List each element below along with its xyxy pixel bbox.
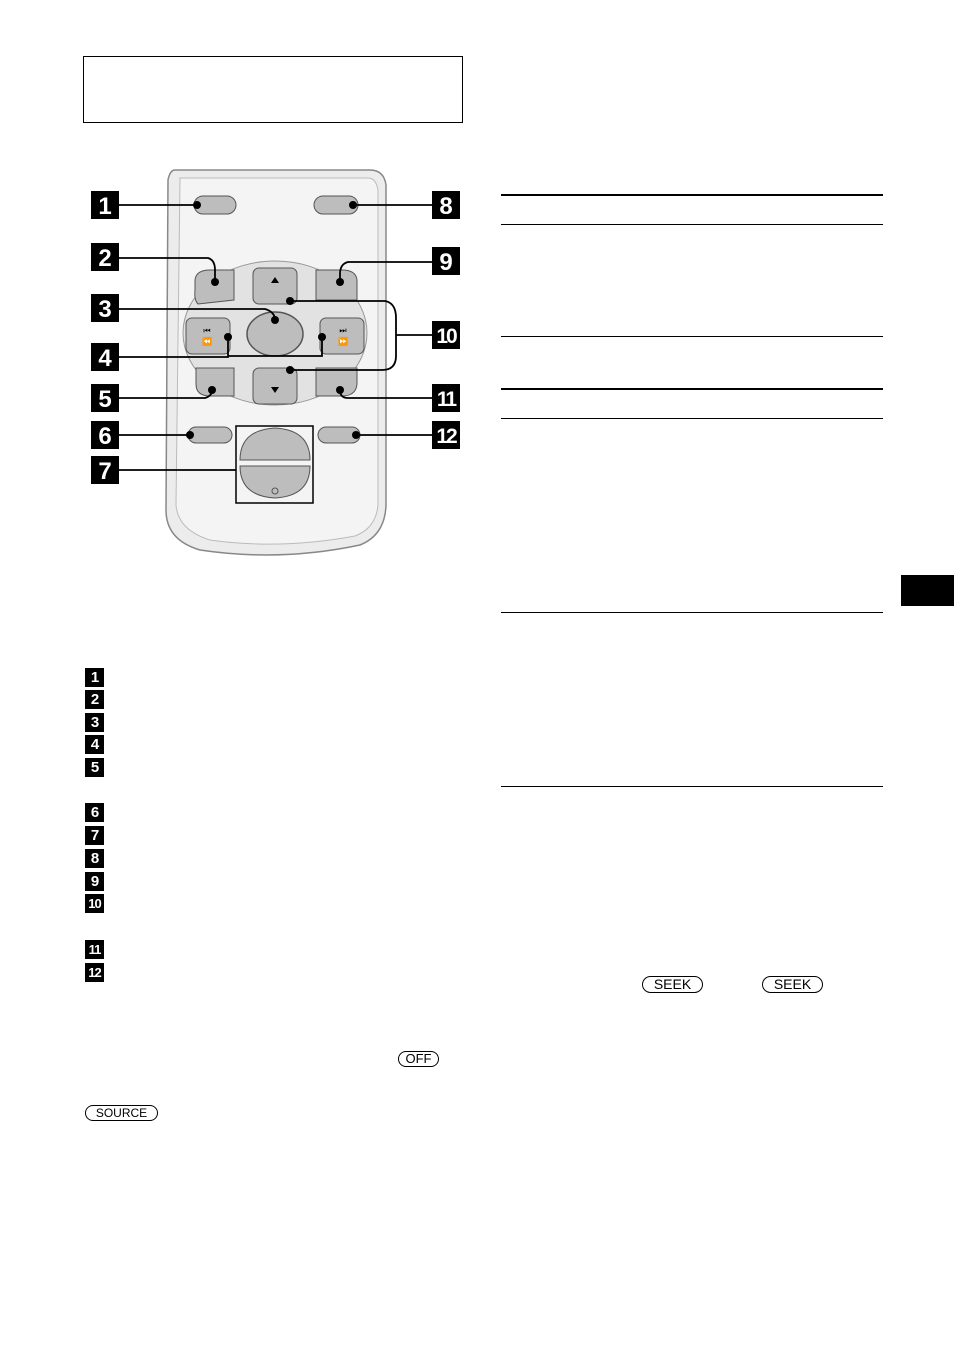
source-button-label: SOURCE (85, 1105, 158, 1121)
legend-badge-3: 3 (85, 713, 104, 732)
legend-badge-9: 9 (85, 872, 104, 891)
svg-text:2: 2 (98, 245, 112, 272)
legend-badge-1: 1 (85, 668, 104, 687)
table-rule-2 (501, 336, 883, 337)
corner-button-tr (316, 270, 357, 300)
section-tab (901, 575, 954, 606)
legend-badge-11: 11 (85, 940, 104, 959)
svg-text:8: 8 (439, 193, 453, 220)
callout-4 (91, 343, 119, 372)
table-rule-3 (501, 418, 883, 419)
seek-left-button-label: SEEK (642, 976, 703, 993)
remote-control-illustration (85, 160, 465, 565)
callout-12 (432, 421, 460, 449)
callout-1 (91, 191, 119, 220)
left-button-shape (186, 318, 230, 354)
callout-2 (91, 243, 119, 272)
svg-text:5: 5 (98, 386, 112, 413)
callout-6 (91, 421, 119, 450)
right-button-shape (320, 318, 364, 354)
legend-badge-8: 8 (85, 849, 104, 868)
table-rule-5 (501, 786, 883, 787)
table-rule-top-1 (501, 194, 883, 196)
svg-text:9: 9 (439, 249, 453, 276)
svg-text:3: 3 (98, 296, 112, 323)
table-rule-top-2 (501, 388, 883, 390)
legend-badge-2: 2 (85, 690, 104, 709)
table-rule-4 (501, 612, 883, 613)
svg-text:⏪: ⏪ (202, 337, 212, 346)
legend-badge-6: 6 (85, 803, 104, 822)
legend-badge-10: 10 (85, 894, 104, 913)
callout-7 (91, 456, 119, 485)
title-box (83, 56, 463, 123)
legend-badge-4: 4 (85, 735, 104, 754)
svg-text:10: 10 (436, 325, 456, 348)
svg-text:6: 6 (98, 423, 112, 450)
svg-text:12: 12 (436, 425, 456, 448)
svg-text:1: 1 (98, 193, 112, 220)
svg-text:⏭: ⏭ (339, 326, 347, 335)
off-button-label: OFF (398, 1051, 439, 1067)
svg-text:7: 7 (98, 458, 112, 485)
lower-left-button-shape (188, 427, 232, 443)
legend-badge-7: 7 (85, 826, 104, 845)
seek-right-button-label: SEEK (762, 976, 823, 993)
callout-9 (432, 247, 460, 276)
svg-text:11: 11 (436, 388, 456, 411)
callout-10 (432, 321, 460, 349)
svg-text:⏩: ⏩ (338, 337, 348, 346)
legend-badge-12: 12 (85, 963, 104, 982)
callout-5 (91, 384, 119, 413)
legend-badge-5: 5 (85, 758, 104, 777)
callout-8 (432, 191, 460, 220)
svg-text:⏮: ⏮ (203, 326, 211, 335)
svg-text:4: 4 (98, 345, 112, 372)
callout-3 (91, 294, 119, 323)
callout-11 (432, 384, 460, 412)
table-rule-1 (501, 224, 883, 225)
